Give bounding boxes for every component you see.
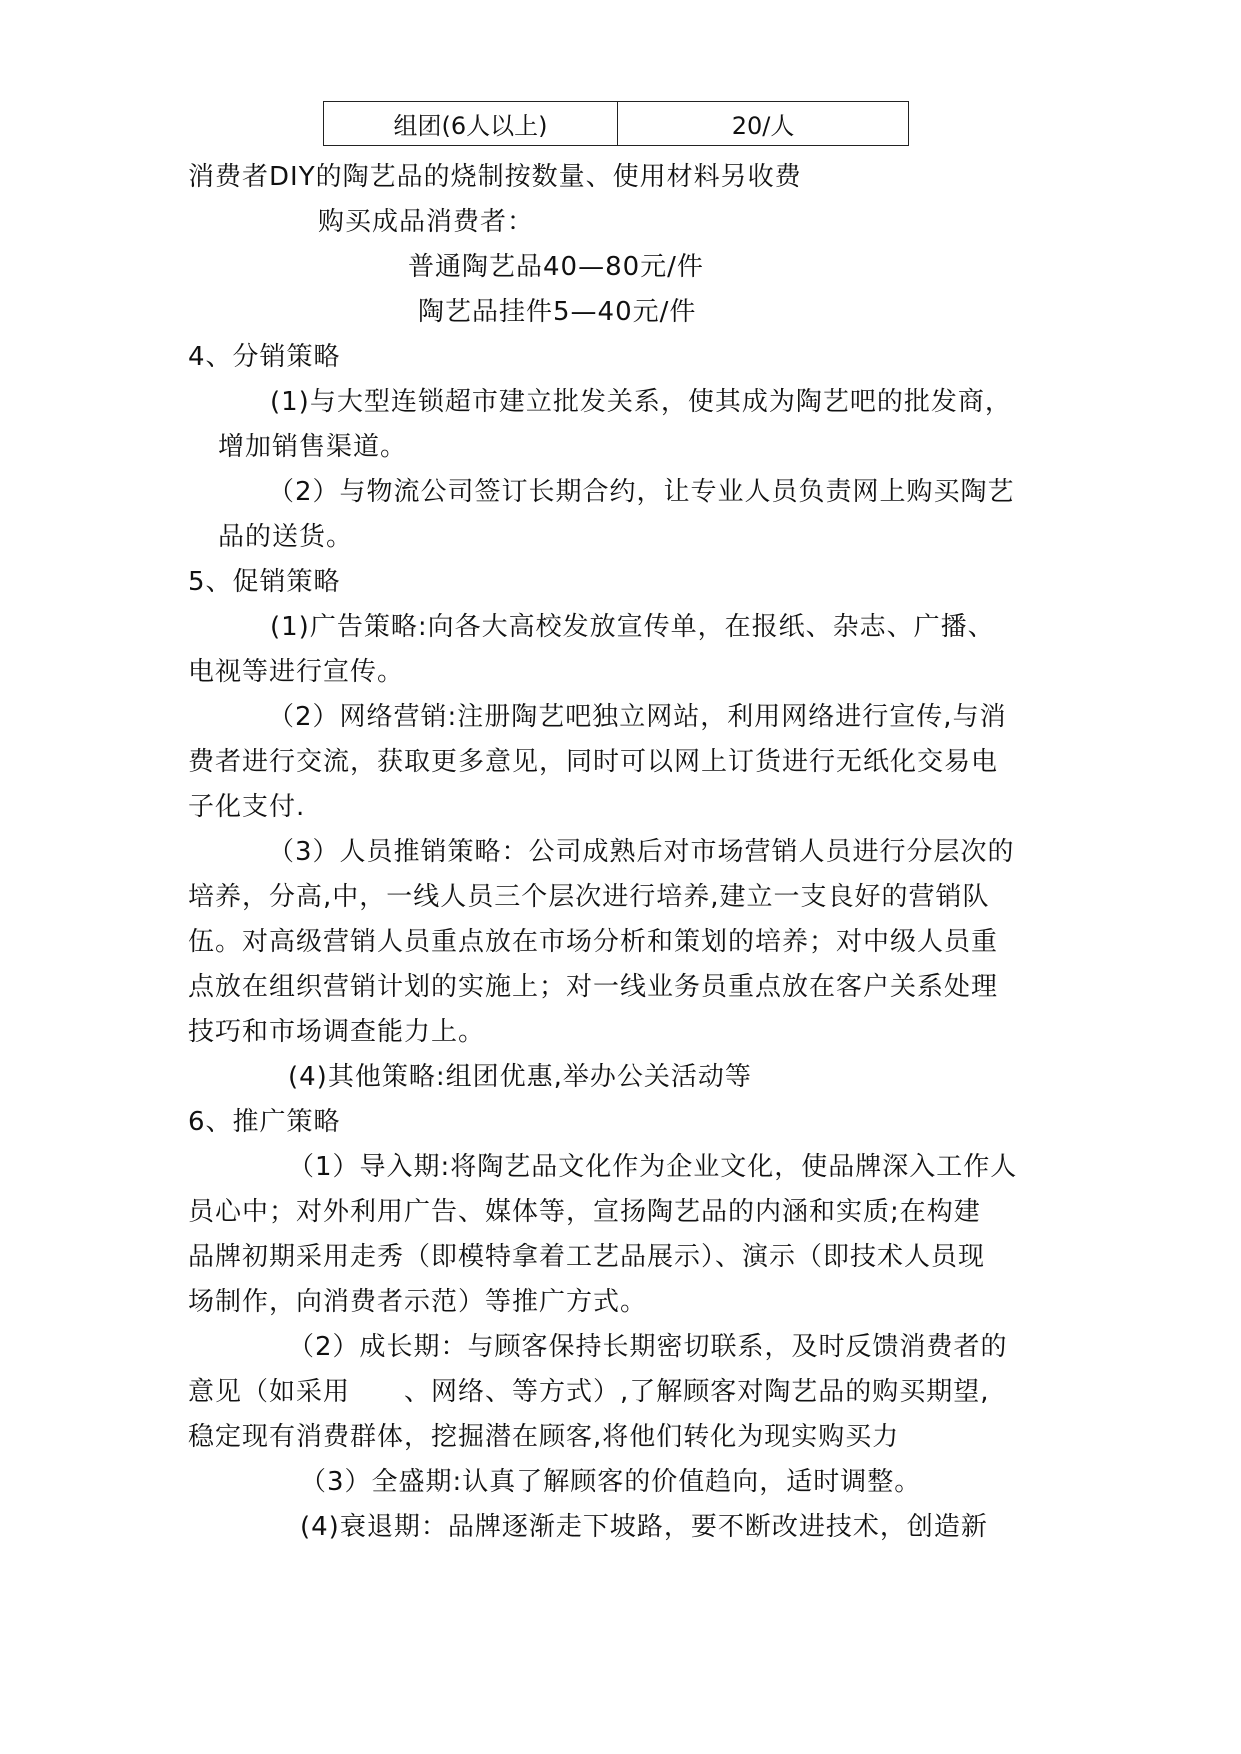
section-heading: 5、促销策略 [188, 567, 341, 597]
paragraph-line: 增加销售渠道。 [218, 432, 408, 462]
price-table [323, 101, 909, 146]
paragraph-line: 电视等进行宣传。 [188, 657, 405, 687]
paragraph-line: 培养，分高,中，一线人员三个层次进行培养,建立一支良好的营销队 [188, 882, 990, 912]
paragraph-line: （2）与物流公司签订长期合约，让专业人员负责网上购买陶艺 [268, 477, 1015, 507]
fee-note: 消费者DIY的陶艺品的烧制按数量、使用材料另收费 [188, 162, 802, 192]
paragraph-line: (4)其他策略:组团优惠,举办公关活动等 [288, 1062, 752, 1092]
table-cell-price: 20/人 [618, 102, 909, 146]
paragraph-line: （2）网络营销:注册陶艺吧独立网站，利用网络进行宣传,与消 [268, 702, 1007, 732]
paragraph-line: (4)衰退期：品牌逐渐走下坡路，要不断改进技术，创造新 [300, 1512, 988, 1542]
paragraph-line: 稳定现有消费群体，挖掘潜在顾客,将他们转化为现实购买力 [188, 1422, 900, 1452]
paragraph-line: 意见（如采用 、网络、等方式）,了解顾客对陶艺品的购买期望, [188, 1377, 990, 1407]
paragraph-line: 子化支付. [188, 792, 306, 822]
table-cell-group: 组团(6人以上) [324, 102, 618, 146]
table-row [324, 102, 909, 146]
paragraph-line: （3）全盛期:认真了解顾客的价值趋向，适时调整。 [300, 1467, 922, 1497]
paragraph-line: (1)广告策略:向各大高校发放宣传单，在报纸、杂志、广播、 [270, 612, 995, 642]
paragraph-line: 品牌初期采用走秀（即模特拿着工艺品展示）、演示（即技术人员现 [188, 1242, 986, 1272]
paragraph-line: （3）人员推销策略：公司成熟后对市场营销人员进行分层次的 [268, 837, 1015, 867]
section-heading: 6、推广策略 [188, 1107, 341, 1137]
section-heading: 4、分销策略 [188, 342, 341, 372]
price-normal: 普通陶艺品40—80元/件 [408, 252, 704, 282]
paragraph-line: (1)与大型连锁超市建立批发关系，使其成为陶艺吧的批发商， [270, 387, 1012, 417]
price-pendant: 陶艺品挂件5—40元/件 [418, 297, 697, 327]
paragraph-line: 费者进行交流，获取更多意见，同时可以网上订货进行无纸化交易电 [188, 747, 999, 777]
paragraph-line: 员心中；对外利用广告、媒体等，宣扬陶艺品的内涵和实质;在构建 [188, 1197, 981, 1227]
paragraph-line: 场制作，向消费者示范）等推广方式。 [188, 1287, 648, 1317]
paragraph-line: 品的送货。 [218, 522, 354, 552]
buyer-heading: 购买成品消费者： [318, 207, 535, 237]
paragraph-line: 伍。对高级营销人员重点放在市场分析和策划的培养；对中级人员重 [188, 927, 999, 957]
paragraph-line: 技巧和市场调查能力上。 [188, 1017, 486, 1047]
paragraph-line: （2）成长期：与顾客保持长期密切联系，及时反馈消费者的 [288, 1332, 1008, 1362]
paragraph-line: 点放在组织营销计划的实施上；对一线业务员重点放在客户关系处理 [188, 972, 999, 1002]
paragraph-line: （1）导入期:将陶艺品文化作为企业文化，使品牌深入工作人 [288, 1152, 1018, 1182]
